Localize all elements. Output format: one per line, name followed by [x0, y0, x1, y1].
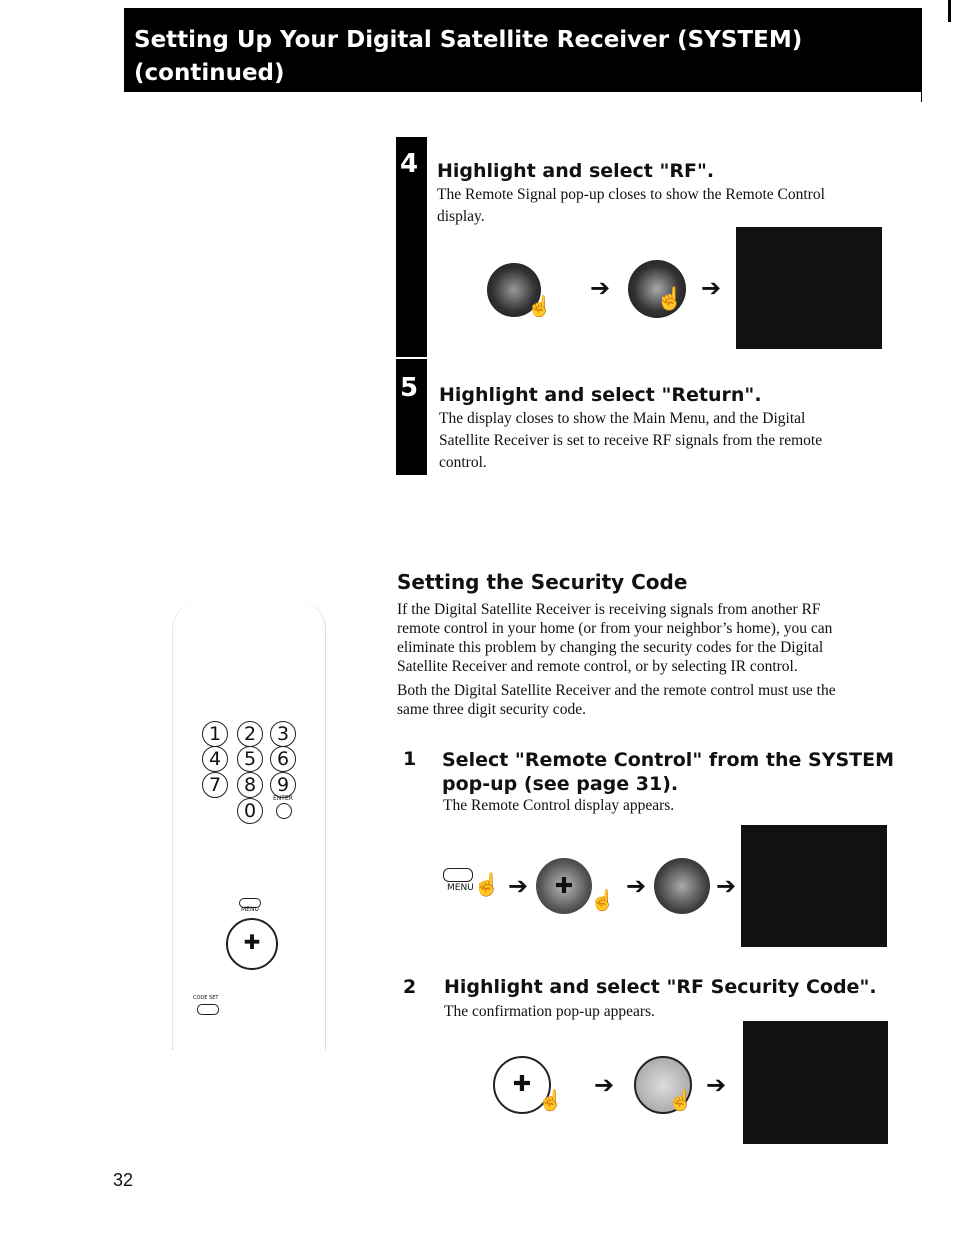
step5-text-line1: The display closes to show the Main Menu, and the Digital [439, 410, 806, 427]
step5-text [439, 408, 889, 474]
joystick-control-icon: ✚ [536, 858, 592, 914]
arrow-right-icon: ➔ [706, 1071, 727, 1099]
security-para1-line4: Satellite Receiver and remote control, or by selecting IR control. [397, 658, 798, 675]
step4-text-line1: The Remote Signal pop-up closes to show the Remote Control [437, 186, 825, 203]
key-7: 7 [202, 772, 228, 798]
menu-button-label: MENU [447, 883, 474, 893]
enter-label: ENTER [273, 795, 293, 802]
joystick-icon: ✚ [226, 918, 278, 970]
step5-bar [396, 359, 427, 475]
tv-screen-remote-control-display [741, 825, 887, 947]
substep2-heading: Highlight and select "RF Security Code". [444, 976, 877, 998]
security-para1-line1: If the Digital Satellite Receiver is receiving signals from another RF [397, 601, 821, 618]
page-title-line2: (continued) [134, 60, 285, 86]
edge-rule [948, 0, 951, 22]
joystick-control-icon: ✚ [493, 1056, 551, 1114]
section-title: Setting the Security Code [397, 570, 688, 594]
step4-number: 4 [400, 149, 419, 179]
arrow-right-icon: ➔ [508, 872, 529, 900]
step4-text [437, 184, 877, 228]
menu-button-icon [443, 868, 473, 882]
step5-text-line2: Satellite Receiver is set to receive RF signals from the remote [439, 432, 823, 449]
substep1-heading-line2: pop-up (see page 31). [442, 773, 679, 795]
tv-screen-remote-control [736, 227, 882, 349]
key-9: 9 [270, 772, 296, 798]
step5-text-line3: control. [439, 454, 487, 471]
step5-number: 5 [400, 373, 419, 403]
hand-press-icon: ☝ [668, 1090, 693, 1112]
step4-heading: Highlight and select "RF". [437, 160, 715, 182]
hand-press-icon: ☝ [538, 1090, 563, 1112]
page-title-line1: Setting Up Your Digital Satellite Receiver (SYSTEM) [134, 27, 803, 53]
substep1-number: 1 [403, 748, 417, 770]
enter-button [276, 803, 292, 819]
arrow-right-icon: ➔ [716, 872, 737, 900]
arrow-right-icon: ➔ [590, 274, 611, 302]
security-para1-line2: remote control in your home (or from your neighbor’s home), you can [397, 620, 833, 637]
page-number: 32 [113, 1170, 134, 1190]
substep1-text: The Remote Control display appears. [443, 797, 675, 814]
arrow-right-icon: ➔ [594, 1071, 615, 1099]
arrow-right-icon: ➔ [626, 872, 647, 900]
security-para1-line3: eliminate this problem by changing the security codes for the Digital [397, 639, 824, 656]
key-5: 5 [237, 746, 263, 772]
remote-control-illustration [172, 600, 326, 1050]
key-3: 3 [270, 721, 296, 747]
security-para2-line2: same three digit security code. [397, 701, 586, 718]
hand-press-icon: ☝ [656, 286, 684, 311]
tv-screen-confirmation-popup [743, 1021, 888, 1144]
page-header-banner [124, 8, 922, 92]
banner-rule [921, 88, 922, 102]
key-2: 2 [237, 721, 263, 747]
step4-bar [396, 137, 427, 357]
joystick-control-icon [654, 858, 710, 914]
substep2-number: 2 [403, 976, 417, 998]
step5-heading: Highlight and select "Return". [439, 384, 762, 406]
key-8: 8 [237, 772, 263, 798]
security-paragraph-1 [397, 600, 887, 676]
key-1: 1 [202, 721, 228, 747]
hand-press-icon: ☝ [590, 890, 615, 912]
key-0: 0 [237, 798, 263, 824]
key-4: 4 [202, 746, 228, 772]
step4-text-line2: display. [437, 208, 485, 225]
code-set-label: CODE SET [193, 995, 219, 1001]
substep1-heading-line1: Select "Remote Control" from the SYSTEM [442, 749, 895, 771]
hand-press-icon: ☝ [527, 296, 552, 318]
security-paragraph-2 [397, 681, 887, 719]
hand-press-icon: ☝ [473, 872, 501, 897]
menu-label: MENU [241, 906, 259, 913]
security-para2-line1: Both the Digital Satellite Receiver and the remote control must use the [397, 682, 836, 699]
substep2-text: The confirmation pop-up appears. [444, 1003, 655, 1020]
arrow-right-icon: ➔ [701, 274, 722, 302]
code-set-button [197, 1004, 219, 1015]
substep1-heading [442, 748, 894, 796]
key-6: 6 [270, 746, 296, 772]
